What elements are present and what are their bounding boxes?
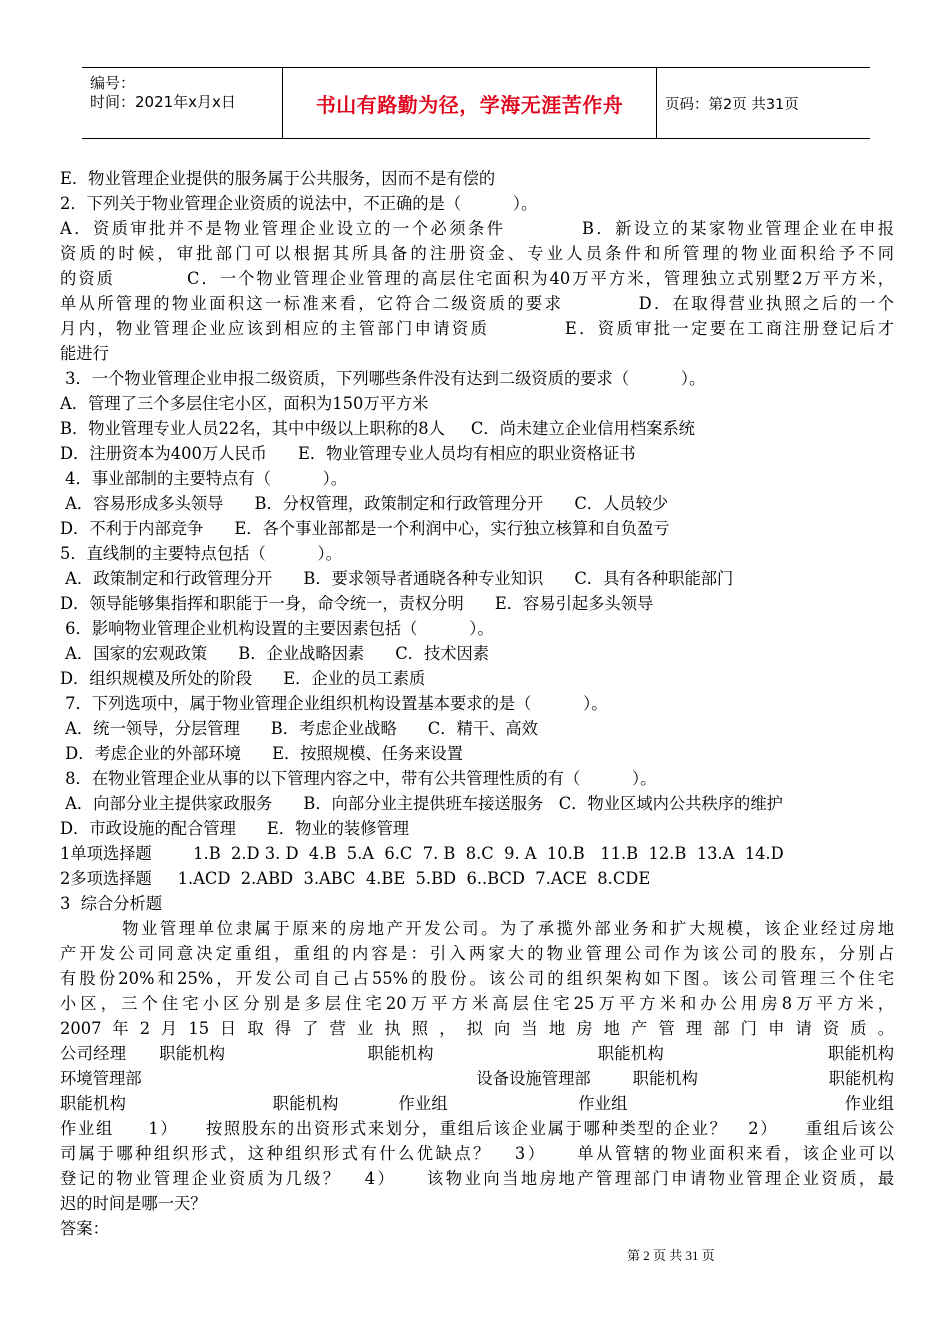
text-line: 职能机构 职能机构 作业组 作业组 作业组: [60, 1094, 894, 1113]
text-line: A．国家的宏观政策 B．企业战略因素 C．技术因素: [60, 644, 490, 663]
text-line: E．物业管理企业提供的服务属于公共服务，因而不是有偿的: [60, 169, 496, 188]
text-line: 1单项选择题 1.B 2.D 3. D 4.B 5.A 6.C 7. B 8.C 9. A 10.B 11.B 12.B 13.A 14.D: [60, 844, 784, 863]
header-page-number: 页码：第2页 共31页: [665, 96, 799, 113]
text-line: 5．直线制的主要特点包括（ ）。: [60, 544, 342, 563]
text-line: D．考虑企业的外部环境 E．按照规模、任务来设置: [60, 744, 464, 763]
header-time: 时间：2021年x月x日: [90, 93, 236, 111]
text-line: 小区，三个住宅小区分别是多层住宅20万平方米高层住宅25万平方米和办公用房8万平方米，: [60, 994, 894, 1013]
text-line: 能进行: [60, 344, 109, 363]
text-line: 迟的时间是哪一天？: [60, 1194, 207, 1213]
text-line: 3 综合分析题: [60, 894, 163, 913]
text-line: 公司经理 职能机构 职能机构 职能机构 职能机构: [60, 1044, 894, 1063]
text-line: 产开发公司同意决定重组，重组的内容是：引入两家大的物业管理公司作为该公司的股东，分别占: [60, 944, 894, 963]
text-line: A．管理了三个多层住宅小区，面积为150万平方米: [60, 394, 429, 413]
page-header: [82, 67, 870, 139]
text-line: D．领导能够集指挥和职能于一身，命令统一，责权分明 E．容易引起多头领导: [60, 594, 654, 613]
text-line: D．不利于内部竞争 E．各个事业部都是一个利润中心，实行独立核算和自负盈亏: [60, 519, 670, 538]
header-motto-cell: [283, 68, 657, 138]
text-line: 环境管理部 设备设施管理部 职能机构 职能机构: [60, 1069, 894, 1088]
text-line: 单从所管理的物业面积这一标准来看，它符合二级资质的要求 D．在取得营业执照之后的一个: [60, 294, 894, 313]
text-line: D．注册资本为400万人民币 E．物业管理专业人员均有相应的职业资格证书: [60, 444, 636, 463]
text-line: D．市政设施的配合管理 E．物业的装修管理: [60, 819, 410, 838]
text-line: 8．在物业管理企业从事的以下管理内容之中，带有公共管理性质的有（ ）。: [60, 769, 657, 788]
page-footer: 第 2 页 共 31 页: [627, 1248, 715, 1263]
text-line: B．物业管理专业人员22名，其中中级以上职称的8人 C．尚未建立企业信用档案系统: [60, 419, 695, 438]
text-line: 物业管理单位隶属于原来的房地产开发公司。为了承揽外部业务和扩大规模，该企业经过房地: [60, 919, 894, 938]
text-line: 7．下列选项中，属于物业管理企业组织机构设置基本要求的是（ ）。: [60, 694, 608, 713]
text-line: A．容易形成多头领导 B．分权管理，政策制定和行政管理分开 C．人员较少: [60, 494, 669, 513]
header-info-cell: [82, 68, 283, 138]
header-page-cell: [657, 68, 870, 138]
text-line: 登记的物业管理企业资质为几级？ 4） 该物业向当地房地产管理部门申请物业管理企业资质，最: [60, 1169, 894, 1188]
text-line: 4．事业部制的主要特点有（ ）。: [60, 469, 348, 488]
text-line: 6．影响物业管理企业机构设置的主要因素包括（ ）。: [60, 619, 494, 638]
document-body: [60, 166, 894, 1241]
text-line: 月内，物业管理企业应该到相应的主管部门申请资质 E．资质审批一定要在工商注册登记后才: [60, 319, 894, 338]
text-line: 答案：: [60, 1219, 109, 1238]
text-line: 作业组 1） 按照股东的出资形式来划分，重组后该企业属于哪种类型的企业？ 2） 重组后该公: [60, 1119, 894, 1138]
header-number: 编号：: [90, 74, 136, 92]
text-line: 的资质 C．一个物业管理企业管理的高层住宅面积为40万平方米，管理独立式别墅2万平方米，: [60, 269, 894, 288]
text-line: 3．一个物业管理企业申报二级资质，下列哪些条件没有达到二级资质的要求（ ）。: [60, 369, 706, 388]
text-line: 2007 年 2 月 15 日 取 得 了 营 业 执 照 ， 拟 向 当 地 房 地 产 管 理 部 门 申 请 资 质 。: [60, 1019, 894, 1038]
text-line: 资质的时候，审批部门可以根据其所具备的注册资金、专业人员条件和所管理的物业面积给予不同: [60, 244, 894, 263]
text-line: A．政策制定和行政管理分开 B．要求领导者通晓各种专业知识 C．具有各种职能部门: [60, 569, 734, 588]
text-line: 2多项选择题 1.ACD 2.ABD 3.ABC 4.BE 5.BD 6..BCD 7.ACE 8.CDE: [60, 869, 651, 888]
text-line: 司属于哪种组织形式，这种组织形式有什么优缺点？ 3） 单从管辖的物业面积来看，该企业可以: [60, 1144, 894, 1163]
header-motto: 书山有路勤为径，学海无涯苦作舟: [315, 92, 624, 117]
text-line: A．资质审批并不是物业管理企业设立的一个必须条件 B．新设立的某家物业管理企业在申报: [60, 219, 894, 238]
text-line: A．统一领导，分层管理 B．考虑企业战略 C．精干、高效: [60, 719, 538, 738]
text-line: 2．下列关于物业管理企业资质的说法中，不正确的是（ ）。: [60, 194, 538, 213]
text-line: D．组织规模及所处的阶段 E．企业的员工素质: [60, 669, 426, 688]
text-line: A．向部分业主提供家政服务 B．向部分业主提供班车接送服务 C．物业区域内公共秩序的维护: [60, 794, 783, 813]
text-line: 有股份20%和25%，开发公司自己占55%的股份。该公司的组织架构如下图。该公司管理三个住宅: [60, 969, 894, 988]
